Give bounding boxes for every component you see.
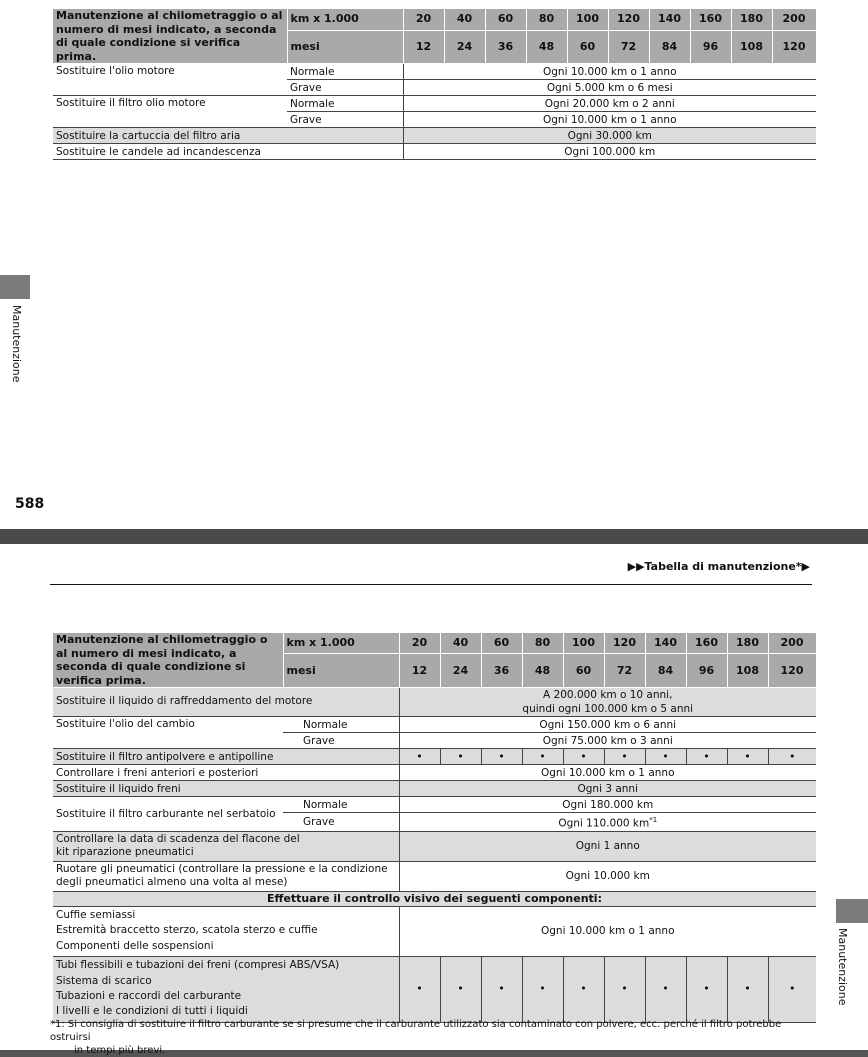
months-cell: 72 (604, 654, 645, 688)
km-cell: 120 (604, 633, 645, 654)
interval-dot: • (399, 956, 440, 1022)
months-cell: 96 (686, 654, 727, 688)
km-cell: 140 (649, 9, 690, 30)
km-cell: 60 (485, 9, 526, 30)
row-item-group (53, 906, 399, 956)
row-interval: Ogni 10.000 km o 1 anno (403, 64, 816, 80)
interval-line: quindi ogni 100.000 km o 5 anni (522, 703, 694, 715)
months-cell: 120 (772, 30, 816, 63)
row-interval: Ogni 10.000 km o 1 anno (399, 906, 816, 956)
row-item: Sostituire il filtro carburante nel serbatoio (53, 797, 283, 832)
breadcrumb[interactable]: ▶▶Tabella di manutenzione*▶ (627, 560, 810, 573)
row-interval: Ogni 1 anno (399, 831, 816, 861)
interval-dot: • (727, 956, 768, 1022)
table-row (53, 765, 816, 781)
table-row (53, 956, 816, 1022)
row-item: Controllare la data di scadenza del flacone del kit riparazione pneumatici (53, 831, 399, 861)
interval-dot: • (686, 749, 727, 765)
section-tab (0, 275, 30, 299)
months-cell: 12 (399, 654, 440, 688)
row-interval: Ogni 10.000 km o 1 anno (403, 112, 816, 128)
km-label: km x 1.000 (287, 9, 403, 30)
section-header-row (53, 891, 816, 906)
table-row (53, 128, 816, 144)
row-item: Ruotare gli pneumatici (controllare la pressione e la condizione degli pneumatici almeno una volta al mese) (53, 861, 399, 891)
km-cell: 20 (403, 9, 444, 30)
row-interval: Ogni 30.000 km (403, 128, 816, 144)
component-item: Sistema di scarico (56, 974, 152, 987)
months-cell: 36 (481, 654, 522, 688)
interval-line: A 200.000 km o 10 anni, (543, 689, 673, 701)
km-cell: 140 (645, 633, 686, 654)
row-condition: Normale (283, 797, 399, 813)
interval-text: Ogni 110.000 km (558, 817, 650, 830)
km-cell: 180 (727, 633, 768, 654)
row-item: Sostituire le candele ad incandescenza (53, 144, 403, 160)
interval-dot: • (440, 749, 481, 765)
months-cell: 108 (731, 30, 772, 63)
row-interval: Ogni 100.000 km (403, 144, 816, 160)
interval-dot: • (645, 749, 686, 765)
table-row (53, 717, 816, 733)
row-interval: Ogni 5.000 km o 6 mesi (403, 80, 816, 96)
months-cell: 24 (440, 654, 481, 688)
section-tab (836, 899, 868, 923)
months-label: mesi (283, 654, 399, 688)
km-cell: 100 (567, 9, 608, 30)
component-item: Componenti delle sospensioni (56, 939, 214, 952)
km-label: km x 1.000 (283, 633, 399, 654)
table-row (53, 64, 816, 80)
row-item: Sostituire il liquido freni (53, 781, 399, 797)
row-interval: Ogni 150.000 km o 6 anni (399, 717, 816, 733)
row-condition: Normale (287, 64, 403, 80)
interval-dot: • (481, 956, 522, 1022)
footnote-line: in tempi più brevi. (74, 1045, 166, 1056)
interval-dot: • (563, 956, 604, 1022)
footnote-line: *1: Si consiglia di sostituire il filtro carburante se si presume che il carburante utilizzato sia contaminato con polvere, ecc. perché il filtro potrebbe ostruirsi (50, 1019, 782, 1043)
component-item: Cuffie semiassi (56, 909, 136, 922)
months-cell: 60 (567, 30, 608, 63)
interval-dot: • (604, 956, 645, 1022)
table-row (53, 861, 816, 891)
months-cell: 48 (522, 654, 563, 688)
component-item: Tubi flessibili e tubazioni dei freni (compresi ABS/VSA) (56, 959, 340, 972)
page-gutter (0, 529, 868, 544)
row-interval: Ogni 180.000 km (399, 797, 816, 813)
months-cell: 72 (608, 30, 649, 63)
interval-dot: • (440, 956, 481, 1022)
km-cell: 80 (526, 9, 567, 30)
row-interval: Ogni 75.000 km o 3 anni (399, 733, 816, 749)
maintenance-table-1 (53, 9, 817, 160)
table-title: Manutenzione al chilometraggio o al numero di mesi indicato, a seconda di quale condizione si verifica prima. (53, 9, 287, 64)
row-item: Sostituire l'olio motore (53, 64, 287, 96)
row-condition: Normale (287, 96, 403, 112)
footnote (50, 1018, 820, 1057)
interval-dot: • (604, 749, 645, 765)
months-cell: 60 (563, 654, 604, 688)
row-condition: Grave (287, 80, 403, 96)
row-item: Sostituire il liquido di raffreddamento del motore (53, 688, 399, 717)
row-interval: Ogni 3 anni (399, 781, 816, 797)
component-item: I livelli e le condizioni di tutti i liquidi (56, 1005, 248, 1018)
km-cell: 200 (772, 9, 816, 30)
row-condition: Grave (283, 813, 399, 832)
interval-dot: • (645, 956, 686, 1022)
km-cell: 20 (399, 633, 440, 654)
section-title: Effettuare il controllo visivo dei seguenti componenti: (53, 891, 816, 906)
row-item: Controllare i freni anteriori e posteriori (53, 765, 399, 781)
months-cell: 96 (690, 30, 731, 63)
months-label: mesi (287, 30, 403, 63)
km-cell: 60 (481, 633, 522, 654)
table-row (53, 797, 816, 813)
table-row (53, 688, 816, 717)
component-item: Estremità braccetto sterzo, scatola sterzo e cuffie (56, 924, 318, 937)
table-row (53, 781, 816, 797)
row-condition: Grave (287, 112, 403, 128)
interval-dot: • (522, 956, 563, 1022)
row-interval: Ogni 10.000 km (399, 861, 816, 891)
row-interval: Ogni 20.000 km o 2 anni (403, 96, 816, 112)
interval-dot: • (768, 749, 816, 765)
table-row (53, 906, 816, 956)
km-cell: 120 (608, 9, 649, 30)
table-row (53, 144, 816, 160)
interval-dot: • (399, 749, 440, 765)
months-cell: 36 (485, 30, 526, 63)
interval-dot: • (686, 956, 727, 1022)
table-row (53, 749, 816, 765)
interval-dot: • (768, 956, 816, 1022)
row-item: Sostituire il filtro antipolvere e antipolline (53, 749, 399, 765)
km-cell: 160 (686, 633, 727, 654)
page-589 (0, 544, 868, 1056)
section-label: Manutenzione (10, 305, 23, 383)
component-item: Tubazioni e raccordi del carburante (56, 990, 242, 1002)
months-cell: 84 (649, 30, 690, 63)
interval-dot: • (563, 749, 604, 765)
months-cell: 120 (768, 654, 816, 688)
months-cell: 108 (727, 654, 768, 688)
table-row (53, 96, 816, 112)
km-cell: 180 (731, 9, 772, 30)
footnote-ref: *1 (649, 816, 658, 824)
km-cell: 100 (563, 633, 604, 654)
table-title: Manutenzione al chilometraggio o al numero di mesi indicato, a seconda di quale condizione si verifica prima. (53, 633, 283, 688)
km-cell: 40 (440, 633, 481, 654)
row-condition: Grave (283, 733, 399, 749)
km-cell: 160 (690, 9, 731, 30)
maintenance-table-2 (53, 633, 817, 1023)
months-cell: 12 (403, 30, 444, 63)
km-cell: 200 (768, 633, 816, 654)
table-row (53, 831, 816, 861)
row-interval (399, 813, 816, 832)
header-divider (50, 584, 812, 585)
row-item: Sostituire l'olio del cambio (53, 717, 283, 749)
months-cell: 84 (645, 654, 686, 688)
interval-dot: • (727, 749, 768, 765)
km-cell: 40 (444, 9, 485, 30)
km-cell: 80 (522, 633, 563, 654)
row-interval (399, 688, 816, 717)
interval-dot: • (481, 749, 522, 765)
section-label: Manutenzione (836, 928, 849, 1006)
row-item: Sostituire il filtro olio motore (53, 96, 287, 128)
row-condition: Normale (283, 717, 399, 733)
row-item-group (53, 956, 399, 1022)
row-interval: Ogni 10.000 km o 1 anno (399, 765, 816, 781)
months-cell: 48 (526, 30, 567, 63)
interval-dot: • (522, 749, 563, 765)
row-item: Sostituire la cartuccia del filtro aria (53, 128, 403, 144)
months-cell: 24 (444, 30, 485, 63)
page-number: 588 (15, 496, 45, 512)
